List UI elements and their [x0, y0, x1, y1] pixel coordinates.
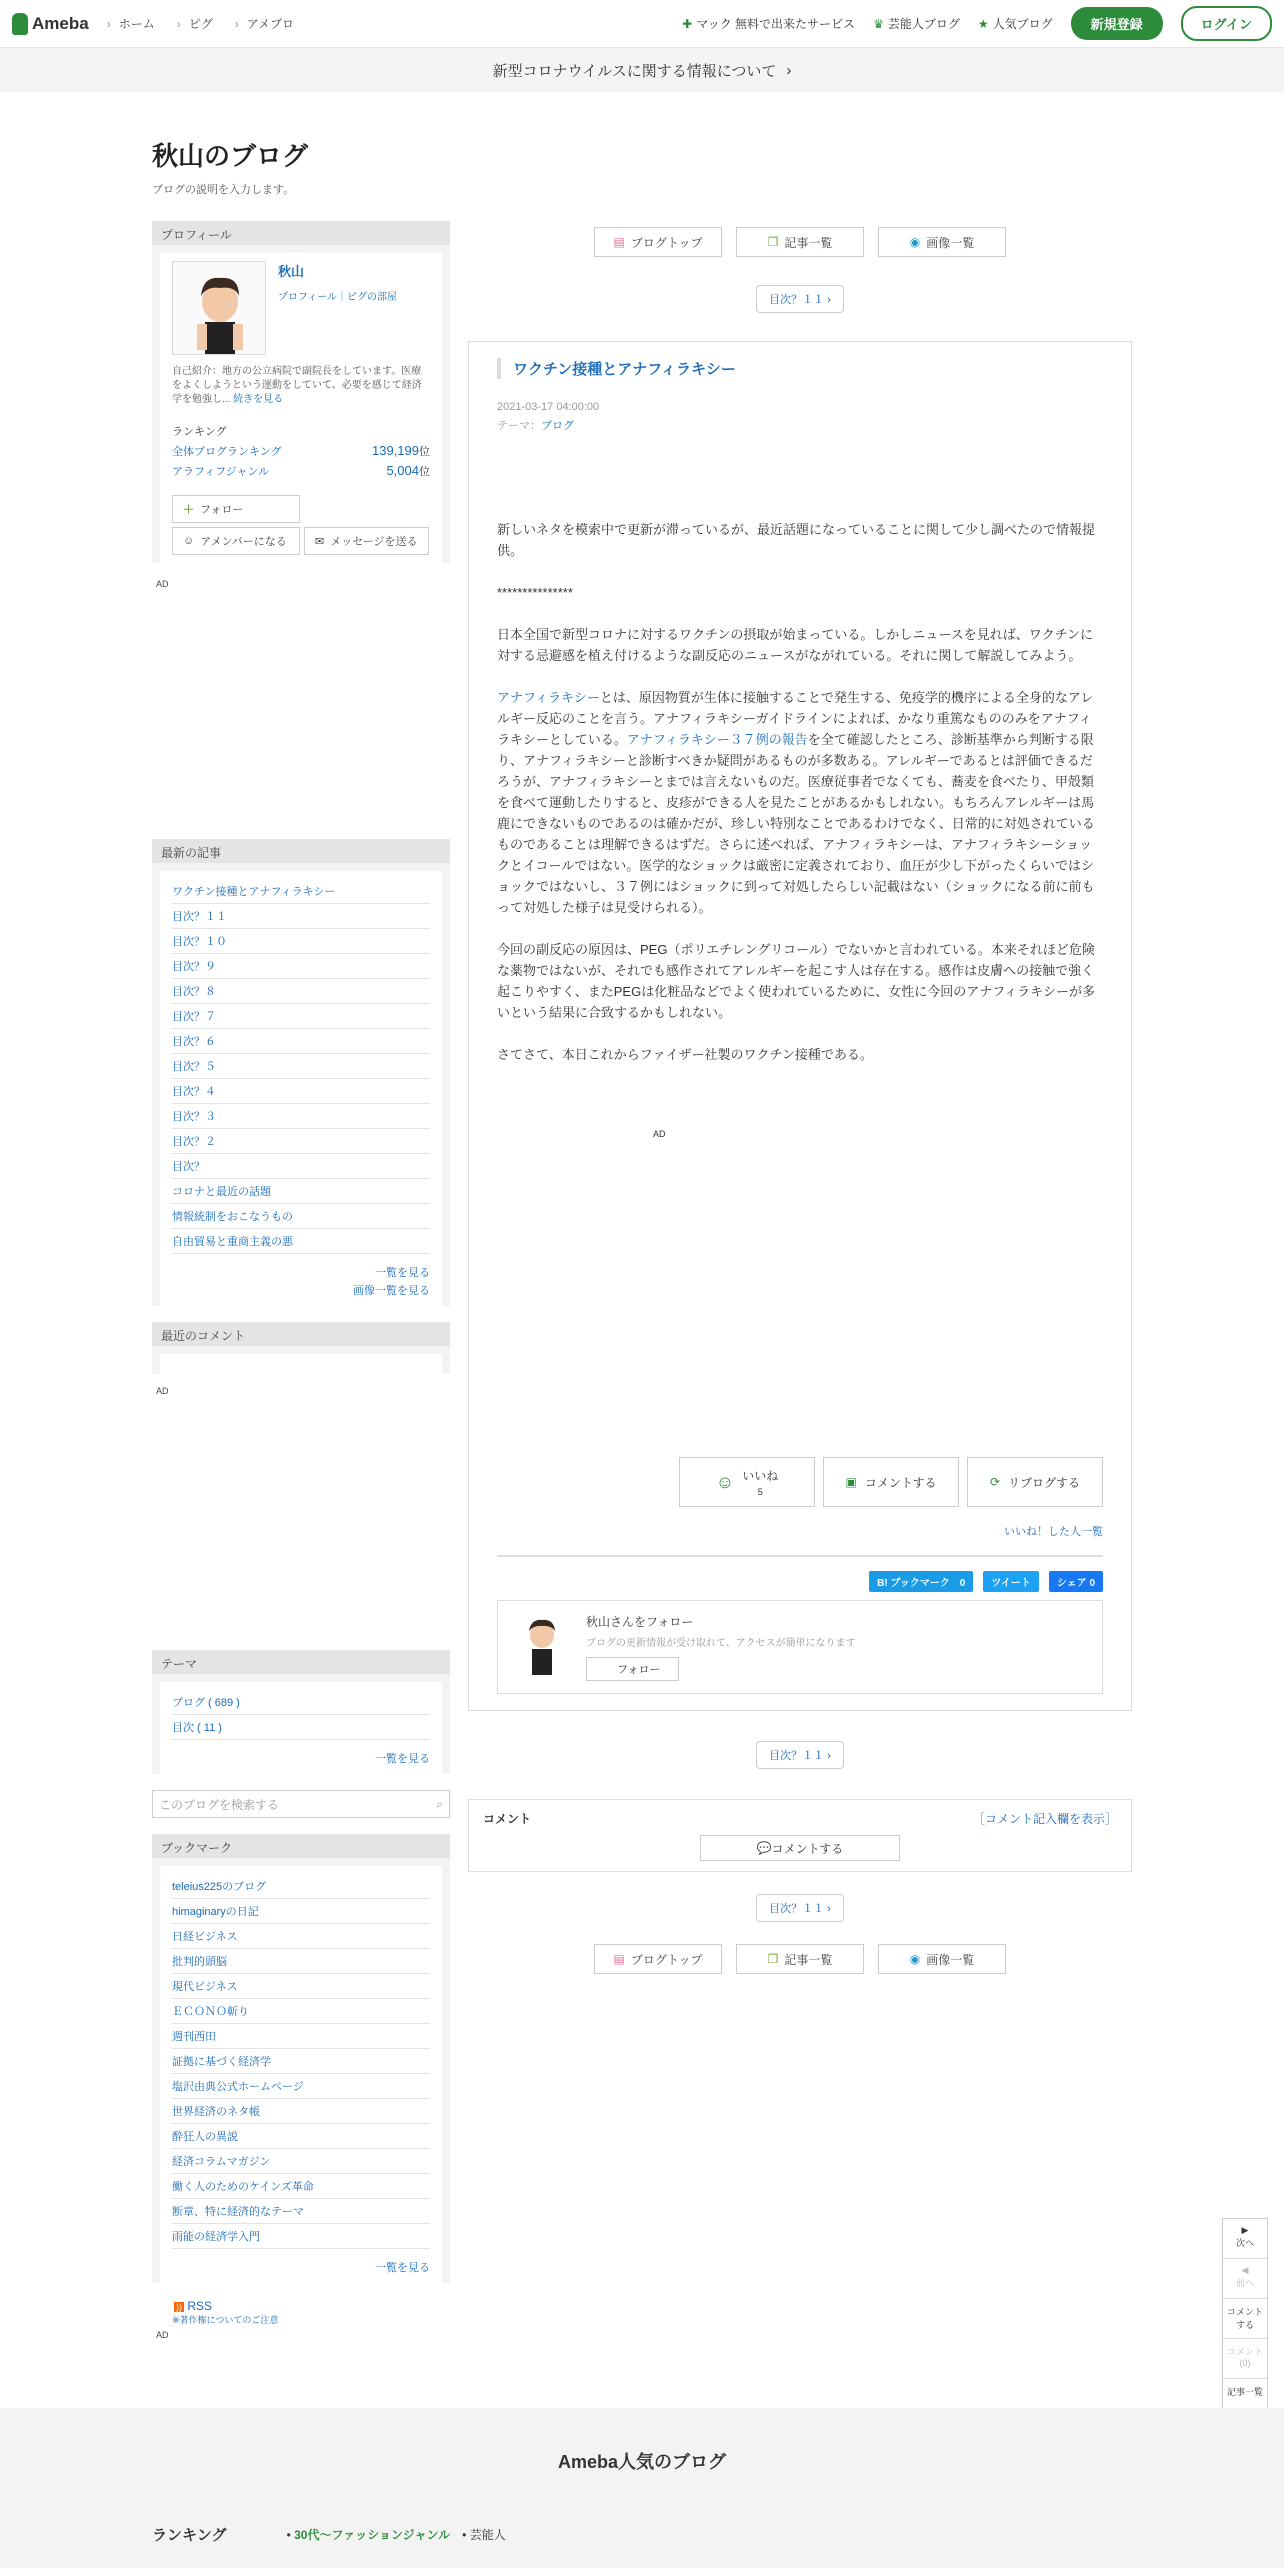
- ad-label: AD: [156, 579, 169, 589]
- bookmark-item[interactable]: 世界経済のネタ帳: [172, 2099, 430, 2124]
- link-service[interactable]: ✚ マック 無料で出来たサービス: [682, 17, 856, 31]
- list-icon: ❐: [767, 1952, 779, 1966]
- top-nav: [107, 15, 294, 32]
- camera-icon: ◉: [909, 235, 921, 249]
- next-article-button[interactable]: 目次？１１ ›: [756, 285, 844, 313]
- bookmark-item[interactable]: ＥＣＯＮＯ斬り: [172, 1999, 430, 2024]
- recent-article-item[interactable]: ワクチン接種とアナフィラキシー: [172, 879, 430, 904]
- avatar[interactable]: [172, 261, 266, 355]
- recent-list: [160, 871, 442, 1306]
- bookmark-item[interactable]: 働く人のためのケインズ革命: [172, 2174, 430, 2199]
- show-comment-form-link[interactable]: ［コメント記入欄を表示］: [972, 1812, 1117, 1826]
- ad-label-2: AD: [156, 1386, 169, 1396]
- home-icon: ▤: [613, 235, 625, 249]
- rank-genre-link[interactable]: アラフィフジャンル: [172, 466, 270, 478]
- reblog-button[interactable]: ⟳ リブログする: [967, 1457, 1103, 1507]
- bookmark-item[interactable]: 酔狂人の異説: [172, 2124, 430, 2149]
- recent-article-item[interactable]: 目次？１０: [172, 929, 430, 954]
- bookmark-more-link[interactable]: 一覧を見る: [375, 2262, 430, 2274]
- crown-icon: ♛: [873, 17, 884, 31]
- bookmark-item[interactable]: teleius225のブログ: [172, 1874, 430, 1899]
- blog-title[interactable]: 秋山のブログ: [152, 141, 309, 171]
- anaphylaxis-link[interactable]: アナフィラキシー: [497, 690, 600, 705]
- bookmark-item[interactable]: 週刊西田: [172, 2024, 430, 2049]
- bookmark-list: [160, 1866, 442, 2283]
- star-icon: ★: [977, 17, 989, 31]
- recent-articles-box: [152, 839, 450, 1306]
- tab-article-list-bottom[interactable]: ❐ 記事一覧: [736, 1944, 864, 1974]
- fixnav-prev[interactable]: ◀ 前へ: [1223, 2259, 1267, 2299]
- recent-article-item[interactable]: 目次？２: [172, 1129, 430, 1154]
- report-link[interactable]: アナフィラキシー３７例の報告: [626, 732, 808, 747]
- footer: Ameba人気のブログ ランキング • 30代〜ファッションジャンル • 芸能人: [0, 2408, 1284, 2568]
- article-title[interactable]: ワクチン接種とアナフィラキシー: [497, 358, 1103, 379]
- comment-heading: コメント: [483, 1812, 532, 1826]
- article-date: 2021-03-17 04:00:00: [497, 401, 600, 413]
- hatena-bookmark-button[interactable]: B! ブックマーク 0: [869, 1571, 973, 1592]
- tab-image-list-bottom[interactable]: ◉ 画像一覧: [878, 1944, 1006, 1974]
- register-button[interactable]: 新規登録: [1071, 7, 1163, 40]
- profile-intro: 自己紹介：地方の公立病院で副院長をしています。医療をよくしようという運動をしていて、必要を感じて経済学を勉強し...: [172, 366, 422, 405]
- ad-label-3: AD: [156, 2330, 169, 2340]
- bookmark-item[interactable]: 塩沢由典公式ホームページ: [172, 2074, 430, 2099]
- rank-overall-link[interactable]: 全体ブログランキング: [172, 446, 282, 458]
- tab-blog-top[interactable]: ▤ ブログトップ: [594, 227, 722, 257]
- theme-item[interactable]: ブログ ( 689 ): [172, 1690, 430, 1715]
- tab-blog-top-bottom[interactable]: ▤ ブログトップ: [594, 1944, 722, 1974]
- member-icon: ☺: [183, 535, 195, 547]
- rss-link[interactable]: RSS: [187, 2299, 213, 2313]
- link-celebrity[interactable]: ♛ 芸能人ブログ: [873, 17, 960, 31]
- smile-icon: ☺: [715, 1471, 735, 1492]
- link-popular[interactable]: ★ 人気ブログ: [977, 17, 1053, 31]
- tab-article-list[interactable]: ❐ 記事一覧: [736, 227, 864, 257]
- recent-comments-box: [152, 1322, 450, 1374]
- recent-article-item[interactable]: 目次？３: [172, 1104, 430, 1129]
- notice-banner[interactable]: 新型コロナウイルスに関する情報について ›: [0, 48, 1284, 92]
- recent-article-item[interactable]: 目次？９: [172, 954, 430, 979]
- nav-ameblo[interactable]: › アメブロ: [235, 15, 294, 32]
- next-article-button-2[interactable]: 目次？１１ ›: [756, 1741, 844, 1769]
- comment-icon: ▣: [845, 1475, 857, 1489]
- nav-home[interactable]: › ホーム: [107, 15, 155, 32]
- comment-button[interactable]: ▣ コメントする: [823, 1457, 959, 1507]
- article: ワクチン接種とアナフィラキシー 2021-03-17 04:00:00 テーマ：ブログ 新しいネタを模索中で更新が滞っているが、最近話題になっていることに関して少し調べたので情報提供。 *************** 日本全国で新型コロナに対するワクチンの摂取が始まっている。しかしニュースを見れば、ワクチンに対する忌避感を植え付けるような副反応のニュースがながれている。それに関して解説してみよう。 アナフィラキシーとは、原因物質が生体に接触することで発生する、免疫学的機序による全身的なアレルギー反応のことを言う。アナフィラキシーガイドラインによれば、かなり重篤なもののみをアナフィラキシーとしている。アナフィラキシー３７例の報告を全て確認したところ、診断基準から判断する限り、アナフィラキシーと診断すべきか疑問があるものが多数ある。アレルギーであるとは評価できるだろうが、アナフィラキシーとまでは言えないものだ。医療従事者でなくても、蕎麦を食べたり、甲殻類を食べて運動したりすると、皮疹ができる人を見たことがあるかもしれない。もちろんアレルギーは馬鹿にできないものであるのは確かだが、珍しい特別なことであるわけでなく、日常的に対処されているものであることは理解できるはずだ。さらに述べれば、アナフィラキシーは、アナフィラキシーショックとイコールではない。医学的なショックは厳密に定義されており、血圧が少し下がったくらいではショックではないし、３７例にはショックに到って対処したらしい記載はない（ショックになる前に前もって対処した様子は見受けられる）。 今回の副反応の原因は、PEG（ポリエチレングリコール）でないかと言われている。本来それほど危険な薬物ではないが、それでも感作されてアレルギーを起こす人は存在する。感作は皮膚への接触で強く起こりやすく、またPEGは化粧品などでよく使われているために、女性に今回のアナフィラキシーが多いという結果に合致するかもしれない。 さてさて、本日これからファイザー社製のワクチン接種である。 AD ☺ いいね 5 ▣ コメントする ⟳ リブログする いいね！した人一覧 B! ブックマーク 0 ツイート シェア 0 秋山さんをフォロー ブログの更新情報が受け取れて、アクセスが簡単になります フォロー: [468, 341, 1132, 1711]
- follow-button[interactable]: ＋ フォロー: [172, 495, 300, 523]
- recent-article-item[interactable]: コロナと最近の話題: [172, 1179, 430, 1204]
- footer-title: Ameba人気のブログ: [557, 2452, 727, 2472]
- image-list-link[interactable]: 画像一覧を見る: [353, 1285, 430, 1297]
- plus-icon: ✚: [682, 17, 693, 31]
- article-body: 新しいネタを模索中で更新が滞っているが、最近話題になっていることに関して少し調べたので情報提供。 *************** 日本全国で新型コロナに対するワクチンの摂取が始まっている。しかしニュースを見れば、ワクチンに対する忌避感を植え付けるような副反応のニュースがながれている。それに関して解説してみよう。 アナフィラキシーとは、原因物質が生体に接触することで発生する、免疫学的機序による全身的なアレルギー反応のことを言う。アナフィラキシーガイドラインによれば、かなり重篤なもののみをアナフィラキシーとしている。アナフィラキシー３７例の報告を全て確認したところ、診断基準から判断する限り、アナフィラキシーと診断すべきか疑問があるものが多数ある。アレルギーであるとは評価できるだろうが、アナフィラキシーとまでは言えないものだ。医療従事者でなくても、蕎麦を食べたり、甲殻類を食べて運動したりすると、皮疹ができる人を見たことがあるかもしれない。もちろんアレルギーは馬鹿にできないものであるのは確かだが、珍しい特別なことであるわけでなく、日常的に対処されているものであることは理解できるはずだ。さらに述べれば、アナフィラキシーは、アナフィラキシーショックとイコールではない。医学的なショックは厳密に定義されており、血圧が少し下がったくらいではショックではないし、３７例にはショックに到って対処したらしい記載はない（ショックになる前に前もって対処した様子は見受けられる）。 今回の副反応の原因は、PEG（ポリエチレングリコール）でないかと言われている。本来それほど危険な薬物ではないが、それでも感作されてアレルギーを起こす人は存在する。感作は皮膚への接触で強く起こりやすく、またPEGは化粧品などでよく使われているために、女性に今回のアナフィラキシーが多いという結果に合致するかもしれない。 さてさて、本日これからファイザー社製のワクチン接種である。: [497, 522, 1096, 1062]
- comment-write-button[interactable]: 💬 コメントする: [700, 1835, 900, 1861]
- fixnav-comment-count[interactable]: コメント(0): [1223, 2339, 1267, 2379]
- theme-heading: テーマ: [152, 1650, 450, 1674]
- ameba-logo-icon: [12, 13, 28, 35]
- bookmark-heading: ブックマーク: [152, 1834, 450, 1858]
- search-icon[interactable]: ⌕: [436, 1796, 443, 1811]
- login-button[interactable]: ログイン: [1181, 6, 1272, 41]
- facebook-share-button[interactable]: シェア 0: [1049, 1571, 1103, 1592]
- mail-icon: ✉: [315, 535, 325, 548]
- ameba-logo[interactable]: Ameba: [12, 13, 89, 35]
- theme-more-link[interactable]: 一覧を見る: [375, 1753, 430, 1765]
- recent-article-item[interactable]: 自由貿易と重商主義の悪: [172, 1229, 430, 1254]
- bookmark-item[interactable]: himaginaryの日記: [172, 1899, 430, 1924]
- like-button[interactable]: ☺ いいね 5: [679, 1457, 815, 1507]
- recent-article-item[interactable]: 目次？４: [172, 1079, 430, 1104]
- plus-icon: ＋: [183, 504, 194, 516]
- tab-image-list[interactable]: ◉ 画像一覧: [878, 227, 1006, 257]
- bookmark-item[interactable]: 現代ビジネス: [172, 1974, 430, 1999]
- fixnav-next[interactable]: ▶ 次へ: [1223, 2219, 1267, 2259]
- rank-genre-value: 5,004: [386, 463, 419, 478]
- blog-search-input[interactable]: このブログを検索する ⌕: [152, 1790, 450, 1818]
- footer-ranking-label: ランキング: [152, 2527, 227, 2544]
- bookmark-item[interactable]: 断章、特に経済的なテーマ: [172, 2199, 430, 2224]
- bookmark-item[interactable]: 経済コラムマガジン: [172, 2149, 430, 2174]
- comment-section: [468, 1799, 1132, 1872]
- comments-heading: 最近のコメント: [152, 1322, 450, 1346]
- blog-description: ブログの説明を入力します。: [152, 184, 295, 196]
- profile-box: プロフィール 秋山 プロフィール｜ピグの部屋 自己紹介：地方の公立病院で副院長をしています。医療をよくしようという運動をしていて、必要を感じて経済学を勉強し... 続きを見る ランキング 全体ブログランキング 139,199位 アラフィフジャンル 5,004位 ＋ フォロー ☺ アメンバーになる ✉ メッセージを送る: [152, 221, 450, 563]
- recent-article-item[interactable]: 目次？: [172, 1154, 430, 1179]
- theme-item[interactable]: 目次 ( 11 ): [172, 1715, 430, 1740]
- next-article-button-3[interactable]: 目次？１１ ›: [756, 1894, 844, 1922]
- recent-article-item[interactable]: 目次？６: [172, 1029, 430, 1054]
- list-icon: ❐: [767, 235, 779, 249]
- home-icon: ▤: [613, 1952, 625, 1966]
- recent-more-link[interactable]: 一覧を見る: [375, 1267, 430, 1279]
- blog-tabs: [468, 227, 1132, 257]
- recent-article-item[interactable]: 情報統制をおこなうもの: [172, 1204, 430, 1229]
- reblog-icon: ⟳: [989, 1475, 1001, 1489]
- tweet-button[interactable]: ツイート: [983, 1571, 1039, 1592]
- message-button[interactable]: ✉ メッセージを送る: [304, 527, 429, 555]
- recent-article-item[interactable]: 目次？７: [172, 1004, 430, 1029]
- follow-avatar: [514, 1613, 570, 1677]
- bookmark-box: [152, 1834, 450, 2283]
- footer-ranking-item-2[interactable]: 芸能人: [469, 2528, 506, 2542]
- nav-pigg[interactable]: › ピグ: [177, 15, 213, 32]
- fixnav-article-list[interactable]: 記事一覧: [1223, 2379, 1267, 2419]
- follow-desc: ブログの更新情報が受け取れて、アクセスが簡単になります: [586, 1638, 856, 1649]
- rss-icon: )): [176, 2302, 182, 2312]
- follow-card: [497, 1600, 1103, 1694]
- comment-icon: 💬: [756, 1841, 772, 1855]
- copyright-link[interactable]: ※著作権についてのご注意: [172, 2315, 279, 2325]
- recent-article-item[interactable]: 目次？８: [172, 979, 430, 1004]
- bookmark-item[interactable]: 批判的頭脳: [172, 1949, 430, 1974]
- theme-box: [152, 1650, 450, 1774]
- footer-ranking-item[interactable]: 30代〜ファッションジャンル: [294, 2528, 451, 2542]
- recent-article-item[interactable]: 目次？１１: [172, 904, 430, 929]
- ad-label-article: AD: [653, 1129, 666, 1139]
- intro-more-link[interactable]: 続きを見る: [233, 394, 284, 405]
- recent-heading: 最新の記事: [152, 839, 450, 863]
- follow-name: 秋山さんをフォロー: [586, 1615, 694, 1629]
- profile-heading: プロフィール: [152, 221, 450, 245]
- rank-overall-value: 139,199: [372, 443, 419, 458]
- recent-article-item[interactable]: 目次？５: [172, 1054, 430, 1079]
- camera-icon: ◉: [909, 1952, 921, 1966]
- ranking-label: ランキング: [172, 426, 227, 438]
- fixnav-comment[interactable]: コメントする: [1223, 2299, 1267, 2339]
- bookmark-item[interactable]: 日経ビジネス: [172, 1924, 430, 1949]
- profile-links[interactable]: プロフィール｜ピグの部屋: [278, 292, 397, 303]
- bookmark-item[interactable]: 証拠に基づく経済学: [172, 2049, 430, 2074]
- top-bar: [0, 0, 1284, 48]
- profile-name[interactable]: 秋山: [278, 264, 305, 279]
- amember-button[interactable]: ☺ アメンバーになる: [172, 527, 300, 555]
- article-theme-link[interactable]: ブログ: [541, 420, 574, 432]
- chevron-right-icon: ›: [786, 61, 792, 79]
- bookmark-item[interactable]: 雨能の経済学入門: [172, 2224, 430, 2249]
- like-list-link[interactable]: いいね！した人一覧: [1004, 1526, 1103, 1538]
- follow-card-button[interactable]: フォロー: [586, 1657, 679, 1681]
